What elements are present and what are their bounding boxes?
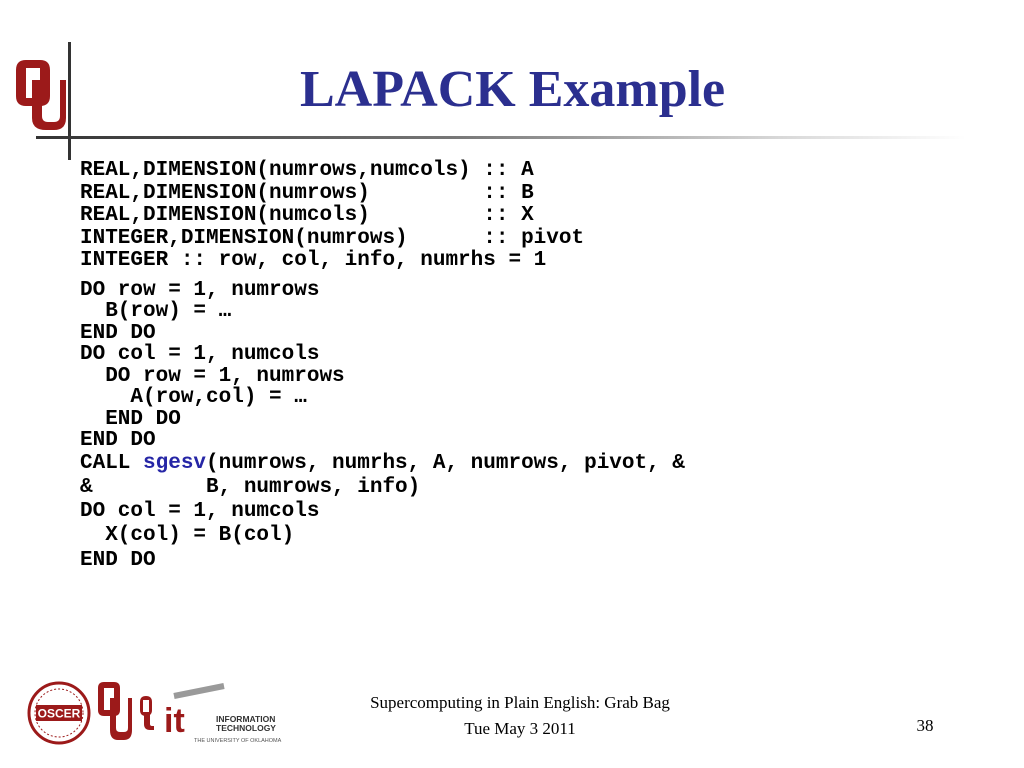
call-line (80, 452, 685, 476)
footer-logos (24, 680, 294, 746)
code-line: REAL,DIMENSION(numrows,numcols) :: A (80, 159, 534, 182)
ou-footer-logo-icon (98, 682, 132, 740)
ou-logo-icon (12, 56, 68, 132)
continuation-line: & B, numrows, info) (80, 475, 421, 499)
code-line: A(row,col) = … (80, 386, 307, 410)
code-line: REAL,DIMENSION(numrows) :: B (80, 181, 534, 205)
code-line: INTEGER,DIMENSION(numrows) :: pivot (80, 226, 585, 250)
call-arguments: (numrows, numrhs, A, numrows, pivot, & (206, 451, 685, 475)
header-horizontal-rule (36, 136, 966, 139)
header-vertical-rule (68, 42, 71, 160)
code-line: DO row = 1, numrows (80, 364, 345, 388)
code-line: END DO (80, 548, 156, 572)
code-line: DO row = 1, numrows (80, 278, 320, 302)
footer-date: Tue May 3 2011 (464, 719, 576, 738)
code-line: END DO (80, 407, 181, 431)
code-line: INTEGER :: row, col, info, numrhs = 1 (80, 249, 547, 273)
it-subtitle: THE UNIVERSITY OF OKLAHOMA (194, 738, 282, 744)
code-listing (80, 160, 685, 573)
final-loop-block (80, 500, 685, 574)
code-line: END DO (80, 321, 156, 345)
slide-title: LAPACK Example (300, 61, 726, 118)
footer-text (300, 690, 740, 742)
call-block (80, 452, 685, 500)
it-name-line2: TECHNOLOGY (216, 723, 276, 733)
sgesv-function-name: sgesv (143, 451, 207, 475)
oscer-seal-text: OSCER (37, 706, 81, 721)
it-name-line1: INFORMATION (216, 714, 276, 724)
code-line: DO col = 1, numcols (80, 343, 320, 367)
loops-block (80, 280, 685, 452)
declarations-block (80, 160, 685, 273)
code-line: REAL,DIMENSION(numcols) :: X (80, 204, 534, 228)
page-number: 38 (916, 716, 934, 735)
it-brand-text: it (164, 702, 185, 740)
code-line: END DO (80, 429, 156, 453)
call-keyword: CALL (80, 451, 144, 475)
code-line: X(col) = B(col) (80, 524, 295, 548)
oscer-seal-icon (29, 683, 89, 743)
code-line: DO col = 1, numcols (80, 499, 320, 523)
code-line: B(row) = … (80, 300, 232, 324)
footer-course-title: Supercomputing in Plain English: Grab Bag (370, 693, 670, 712)
it-logo-icon (140, 686, 282, 744)
